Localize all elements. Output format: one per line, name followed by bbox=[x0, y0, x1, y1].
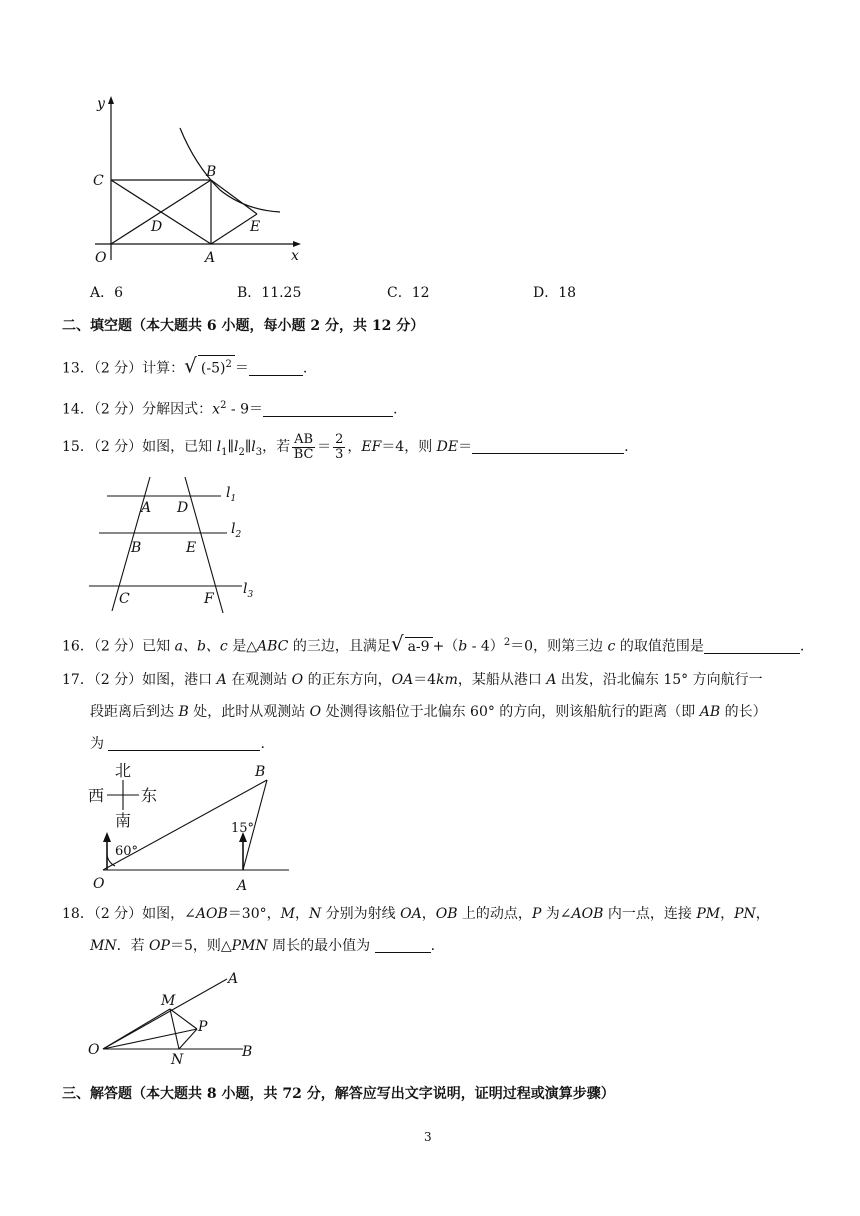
q15-mid2: ＝4，则 bbox=[381, 439, 437, 455]
q13-radicand bbox=[198, 355, 235, 378]
q17-a2: A bbox=[546, 672, 557, 688]
q14-label: 14．（2 分）分解因式： bbox=[62, 401, 213, 418]
q18-p: P bbox=[531, 906, 542, 922]
label-x: x bbox=[291, 248, 299, 264]
q14-rest: - 9＝ bbox=[226, 401, 263, 418]
section-2-heading: 二、填空题（本大题共 6 小题，每小题 2 分，共 12 分） bbox=[62, 318, 425, 334]
question-13 bbox=[62, 355, 307, 379]
q17-ab: AB bbox=[699, 704, 721, 720]
q18-mn: MN bbox=[90, 938, 117, 954]
label-m: M bbox=[161, 993, 176, 1009]
q18-l1b: ＝30°， bbox=[227, 906, 281, 922]
q18-pm: PM bbox=[696, 906, 721, 922]
label-l1: $l_1$ bbox=[226, 485, 237, 504]
label-n: N bbox=[171, 1052, 184, 1065]
q16-abc: ABC bbox=[257, 638, 289, 655]
q17-l1b: 在观测站 bbox=[226, 672, 292, 688]
question-14 bbox=[62, 396, 397, 420]
q18-l1h: 内一点，连接 bbox=[603, 906, 697, 922]
q16-pre: 16．（2 分）已知 bbox=[62, 638, 175, 655]
label-d: D bbox=[177, 500, 189, 516]
north-arrow-icon bbox=[103, 832, 111, 842]
q16-radicand: a-9 bbox=[405, 637, 433, 656]
label-b: B bbox=[255, 764, 266, 780]
answer-blank-15[interactable] bbox=[472, 439, 624, 454]
q17-l3: 为 bbox=[90, 736, 109, 752]
q16-c: c bbox=[607, 638, 616, 655]
label-a: A bbox=[205, 250, 216, 266]
label-b: B bbox=[131, 540, 142, 556]
q17-l1e: ，某船从港口 bbox=[457, 672, 547, 688]
q18-aob: AOB bbox=[195, 906, 228, 922]
question-15 bbox=[62, 432, 629, 462]
figure-q15 bbox=[85, 475, 265, 620]
q18-l1i: ， bbox=[720, 906, 735, 922]
sqrt-icon: √ bbox=[184, 353, 197, 378]
q18-op: OP bbox=[149, 938, 170, 954]
label-north: 北 bbox=[115, 761, 132, 780]
label-c: C bbox=[93, 173, 104, 189]
label-f: F bbox=[204, 591, 214, 607]
question-18-line-1 bbox=[62, 904, 770, 924]
q18-l1a: 18．（2 分）如图，∠ bbox=[62, 906, 196, 922]
q18-l1d: 分别为射线 bbox=[321, 906, 401, 922]
label-o: O bbox=[93, 876, 105, 892]
q16-b: b bbox=[458, 638, 468, 655]
q13-expr: (-5) bbox=[200, 360, 226, 377]
label-south: 南 bbox=[115, 811, 132, 830]
q18-l1e: ， bbox=[421, 906, 436, 922]
question-17-line-3 bbox=[90, 734, 265, 754]
question-17-line-2 bbox=[90, 702, 767, 722]
option-b: B．11.25 bbox=[237, 285, 302, 301]
q18-l1j: ， bbox=[755, 906, 770, 922]
q15-pre: 15．（2 分）如图，已知 bbox=[62, 439, 217, 455]
q15-s3: 3 bbox=[255, 446, 263, 458]
label-e: E bbox=[250, 219, 261, 235]
q15-l1: l bbox=[216, 439, 222, 455]
answer-blank-13[interactable] bbox=[249, 361, 303, 376]
option-c: C．12 bbox=[387, 285, 430, 301]
q15-s2: 2 bbox=[238, 446, 245, 458]
frac-vden: 3 bbox=[335, 446, 344, 462]
q17-l2c: 处测得该船位于北偏东 60° 的方向，则该船航行的距离（即 bbox=[321, 704, 700, 720]
q17-l1c: 的正东方向， bbox=[303, 672, 392, 688]
option-d: D．18 bbox=[533, 285, 577, 301]
q15-s1: 1 bbox=[221, 446, 228, 458]
q17-l1d: ＝4 bbox=[413, 672, 437, 688]
q16-rest: - 4） bbox=[467, 638, 504, 655]
label-a: A bbox=[237, 878, 248, 894]
q17-a: A bbox=[216, 672, 227, 688]
label-b: B bbox=[206, 164, 217, 180]
q13-label: 13．（2 分）计算： bbox=[62, 360, 185, 377]
q15-de: DE bbox=[436, 439, 459, 455]
answer-blank-17[interactable] bbox=[108, 736, 260, 751]
q18-l1c: ， bbox=[294, 906, 309, 922]
q15-p2: ∥ bbox=[244, 439, 252, 455]
page-number: 3 bbox=[424, 1130, 432, 1144]
q15-l3: l bbox=[251, 439, 256, 455]
q16-rest3: 的取值范围是 bbox=[615, 638, 704, 655]
y-axis-arrow-icon bbox=[108, 96, 114, 104]
q15-mid1: ， bbox=[347, 439, 362, 455]
q18-l2d: 周长的最小值为 bbox=[267, 938, 375, 954]
label-c: C bbox=[119, 591, 130, 607]
q17-o: O bbox=[291, 672, 304, 688]
q17-l2a: 段距离后到达 bbox=[90, 704, 179, 720]
label-60-degrees: 60° bbox=[115, 844, 139, 859]
sqrt-icon: √ bbox=[390, 631, 404, 656]
label-west: 西 bbox=[88, 786, 105, 805]
label-e: E bbox=[186, 540, 197, 556]
q15-p1: ∥ bbox=[227, 439, 234, 455]
q16-mid2: 的三边，且满足 bbox=[288, 638, 391, 655]
q17-b: B bbox=[178, 704, 189, 720]
q18-end: . bbox=[430, 938, 436, 954]
q15-eq2: ＝ bbox=[458, 439, 473, 455]
q14-end: . bbox=[393, 401, 398, 418]
q15-ruo: ，若 bbox=[262, 439, 291, 455]
q13-eq: ＝ bbox=[234, 360, 249, 377]
x-axis-arrow-icon bbox=[293, 241, 301, 247]
figure-q12 bbox=[85, 90, 315, 270]
q16-exp: 2 bbox=[503, 637, 511, 648]
frac-den: BC bbox=[293, 446, 314, 462]
q18-n: N bbox=[308, 906, 322, 922]
frac-num: AB bbox=[294, 431, 314, 447]
q17-end: . bbox=[260, 736, 265, 752]
q16-end: . bbox=[799, 638, 805, 655]
q15-l2: l bbox=[233, 439, 239, 455]
q16-mid: 是△ bbox=[227, 638, 257, 655]
fraction-2-3 bbox=[333, 433, 345, 462]
q18-pn: PN bbox=[734, 906, 756, 922]
label-15-degrees: 15° bbox=[231, 821, 255, 836]
question-17-line-1 bbox=[62, 670, 763, 690]
q17-l1f: 出发，沿北偏东 15° 方向航行一 bbox=[556, 672, 763, 688]
question-18-line-2 bbox=[90, 936, 435, 956]
frac-vnum: 2 bbox=[335, 431, 344, 447]
q15-end: . bbox=[624, 439, 629, 455]
label-o: O bbox=[88, 1042, 100, 1058]
label-b: B bbox=[242, 1044, 253, 1060]
fraction-ab-bc bbox=[292, 433, 315, 462]
label-o: O bbox=[95, 250, 107, 266]
q15-ef: EF bbox=[361, 439, 382, 455]
option-a: A．6 bbox=[90, 285, 124, 301]
question-16 bbox=[62, 633, 804, 657]
q17-l2b: 处，此时从观测站 bbox=[188, 704, 310, 720]
q16-plus: +（ bbox=[432, 638, 459, 655]
label-d: D bbox=[151, 219, 163, 235]
q18-ob: OB bbox=[435, 906, 458, 922]
q17-oa: OA bbox=[391, 672, 414, 688]
q18-pmn: PMN bbox=[231, 938, 268, 954]
figure-q18 bbox=[85, 965, 275, 1065]
answer-blank-16[interactable] bbox=[704, 639, 800, 654]
label-l2: $l_2$ bbox=[231, 521, 242, 540]
answer-blank-18[interactable] bbox=[375, 938, 431, 953]
q14-x: x bbox=[212, 401, 221, 418]
q18-aob2: AOB bbox=[571, 906, 604, 922]
q14-exp: 2 bbox=[220, 400, 227, 411]
answer-blank-14[interactable] bbox=[263, 402, 393, 417]
label-a: A bbox=[228, 971, 239, 987]
section-3-heading: 三、解答题（本大题共 8 小题，共 72 分，解答应写出文字说明，证明过程或演算步骤） bbox=[62, 1086, 615, 1102]
q18-l1f: 上的动点， bbox=[457, 906, 532, 922]
q18-l2b: ．若 bbox=[116, 938, 150, 954]
q17-km: km bbox=[436, 672, 458, 688]
q13-exp: 2 bbox=[225, 359, 232, 370]
q18-m: M bbox=[280, 906, 295, 922]
label-east: 东 bbox=[141, 786, 158, 805]
label-y: y bbox=[97, 96, 105, 112]
q17-l2d: 的长） bbox=[720, 704, 767, 720]
label-l3: $l_3$ bbox=[243, 581, 254, 600]
q17-l1a: 17．（2 分）如图，港口 bbox=[62, 672, 217, 688]
q18-l1g: 为∠ bbox=[541, 906, 572, 922]
q16-vars: a、b、c bbox=[174, 638, 228, 655]
label-a: A bbox=[141, 500, 152, 516]
hyperbola-curve bbox=[180, 128, 280, 212]
q15-eq: ＝ bbox=[317, 439, 332, 455]
q16-rest2: ＝0，则第三边 bbox=[510, 638, 608, 655]
q13-end: . bbox=[302, 360, 308, 377]
q18-l2c: ＝5，则△ bbox=[169, 938, 232, 954]
q17-o2: O bbox=[309, 704, 322, 720]
q18-oa: OA bbox=[400, 906, 422, 922]
figure-q17 bbox=[85, 758, 295, 896]
label-p: P bbox=[198, 1019, 208, 1035]
